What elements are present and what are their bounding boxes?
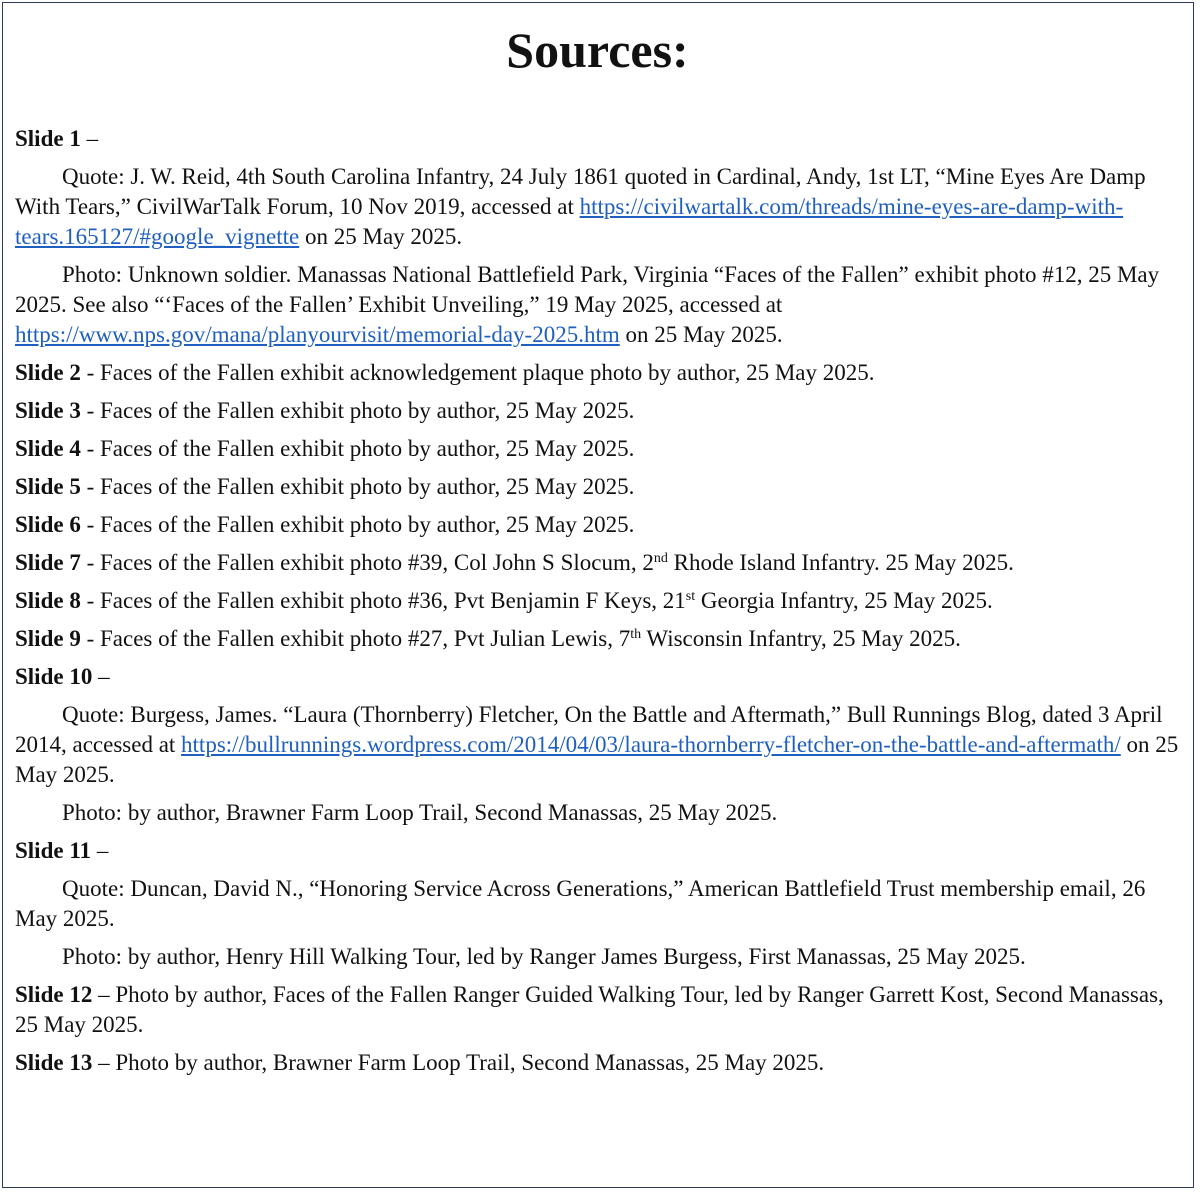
slide-label: Slide 2 <box>15 360 81 385</box>
slide-label: Slide 13 <box>15 1050 93 1075</box>
citation-text: – Photo by author, Brawner Farm Loop Trail, Second Manassas, 25 May 2025. <box>92 1050 825 1075</box>
citation-text: - Faces of the Fallen exhibit photo #36, Pvt Benjamin F Keys, 21 <box>80 588 686 613</box>
slide-4-source <box>15 434 1190 464</box>
ordinal-suffix: nd <box>653 551 668 566</box>
slide-10-photo-source: Photo: by author, Brawner Farm Loop Trail, Second Manassas, 25 May 2025. <box>62 800 778 825</box>
citation-text: - Faces of the Fallen exhibit photo #27, Pvt Julian Lewis, 7 <box>80 626 631 651</box>
citation-text: Quote: J. W. Reid, 4th South Carolina Infantry, 24 July 1861 quoted in Cardinal, Andy, 1st LT, “Mine Eyes Are Damp With Tears,” CivilWarTalk Forum, 10 Nov 2019, accessed at <box>15 164 1146 219</box>
slide-11-quote-source: Quote: Duncan, David N., “Honoring Service Across Generations,” American Battlefield Trust membership email, 26 May 2025. <box>15 876 1146 931</box>
citation-text: - Faces of the Fallen exhibit acknowledgement plaque photo by author, 25 May 2025. <box>80 360 875 385</box>
slide-label: Slide 10 <box>15 664 93 689</box>
citation-text: Quote: Burgess, James. “Laura (Thornberry) Fletcher, On the Battle and Aftermath,” Bull Runnings Blog, dated 3 April 2014, accessed at <box>15 702 1163 757</box>
slide-label: Slide 6 <box>15 512 81 537</box>
civilwartalk-link[interactable]: https://civilwartalk.com/threads/mine-eyes-are-damp-with-tears.165127/#google_vignette <box>15 194 1124 249</box>
slide-1-photo-source <box>15 260 1190 350</box>
citation-text: Photo: Unknown soldier. Manassas National Battlefield Park, Virginia “Faces of the Fallen” exhibit photo #12, 25 May 2025. See also “‘Faces of the Fallen’ Exhibit Unveiling,” 19 May 2025, accessed at <box>15 262 1160 317</box>
citation-text: - Faces of the Fallen exhibit photo by author, 25 May 2025. <box>80 512 635 537</box>
slide-7-source <box>15 548 1190 578</box>
slide-label: Slide 5 <box>15 474 81 499</box>
citation-text: - Faces of the Fallen exhibit photo by author, 25 May 2025. <box>80 474 635 499</box>
citation-text: Georgia Infantry, 25 May 2025. <box>695 588 993 613</box>
ordinal-suffix: th <box>630 627 642 642</box>
slide-1-quote-source <box>15 162 1190 252</box>
slide-11-heading <box>15 836 1190 866</box>
slide-6-source <box>15 510 1190 540</box>
citation-text: on 25 May 2025. <box>619 322 783 347</box>
slide-3-source <box>15 396 1190 426</box>
citation-text: Wisconsin Infantry, 25 May 2025. <box>641 626 961 651</box>
slide-5-source <box>15 472 1190 502</box>
slide-label: Slide 1 <box>15 126 81 151</box>
slide-label: Slide 9 <box>15 626 81 651</box>
slide-12-source <box>15 980 1190 1040</box>
citation-text: - Faces of the Fallen exhibit photo by author, 25 May 2025. <box>80 398 635 423</box>
citation-text: Rhode Island Infantry. 25 May 2025. <box>667 550 1014 575</box>
slide-label: Slide 4 <box>15 436 81 461</box>
slide-8-source <box>15 586 1190 616</box>
slide-label: Slide 7 <box>15 550 81 575</box>
citation-text: – Photo by author, Faces of the Fallen Ranger Guided Walking Tour, led by Ranger Garrett Kost, Second Manassas, 25 May 2025. <box>15 982 1164 1037</box>
sources-document <box>15 20 1190 1086</box>
slide-separator: – <box>91 838 109 863</box>
slide-label: Slide 11 <box>15 838 92 863</box>
slide-separator: – <box>80 126 99 151</box>
slide-10-heading <box>15 662 1190 692</box>
slide-1-heading <box>15 124 1190 154</box>
slide-label: Slide 8 <box>15 588 81 613</box>
slide-10-quote-source <box>15 700 1190 790</box>
slide-9-source <box>15 624 1190 654</box>
ordinal-suffix: st <box>685 589 696 604</box>
page-title: Sources: <box>506 22 689 78</box>
slide-11-photo-source: Photo: by author, Henry Hill Walking Tour, led by Ranger James Burgess, First Manassas, 25 May 2025. <box>62 944 1026 969</box>
citation-text: - Faces of the Fallen exhibit photo #39, Col John S Slocum, 2 <box>80 550 654 575</box>
slide-separator: – <box>92 664 110 689</box>
slide-2-source <box>15 358 1190 388</box>
slide-label: Slide 12 <box>15 982 93 1007</box>
citation-text: on 25 May 2025. <box>299 224 463 249</box>
citation-text: on 25 May 2025. <box>15 732 1179 787</box>
slide-13-source <box>15 1048 1190 1078</box>
nps-link[interactable]: https://www.nps.gov/mana/planyourvisit/memorial-day-2025.htm <box>15 322 620 347</box>
bullrunnings-link[interactable]: https://bullrunnings.wordpress.com/2014/04/03/laura-thornberry-fletcher-on-the-battle-and-aftermath/ <box>181 732 1121 757</box>
citation-text: - Faces of the Fallen exhibit photo by author, 25 May 2025. <box>80 436 635 461</box>
slide-label: Slide 3 <box>15 398 81 423</box>
